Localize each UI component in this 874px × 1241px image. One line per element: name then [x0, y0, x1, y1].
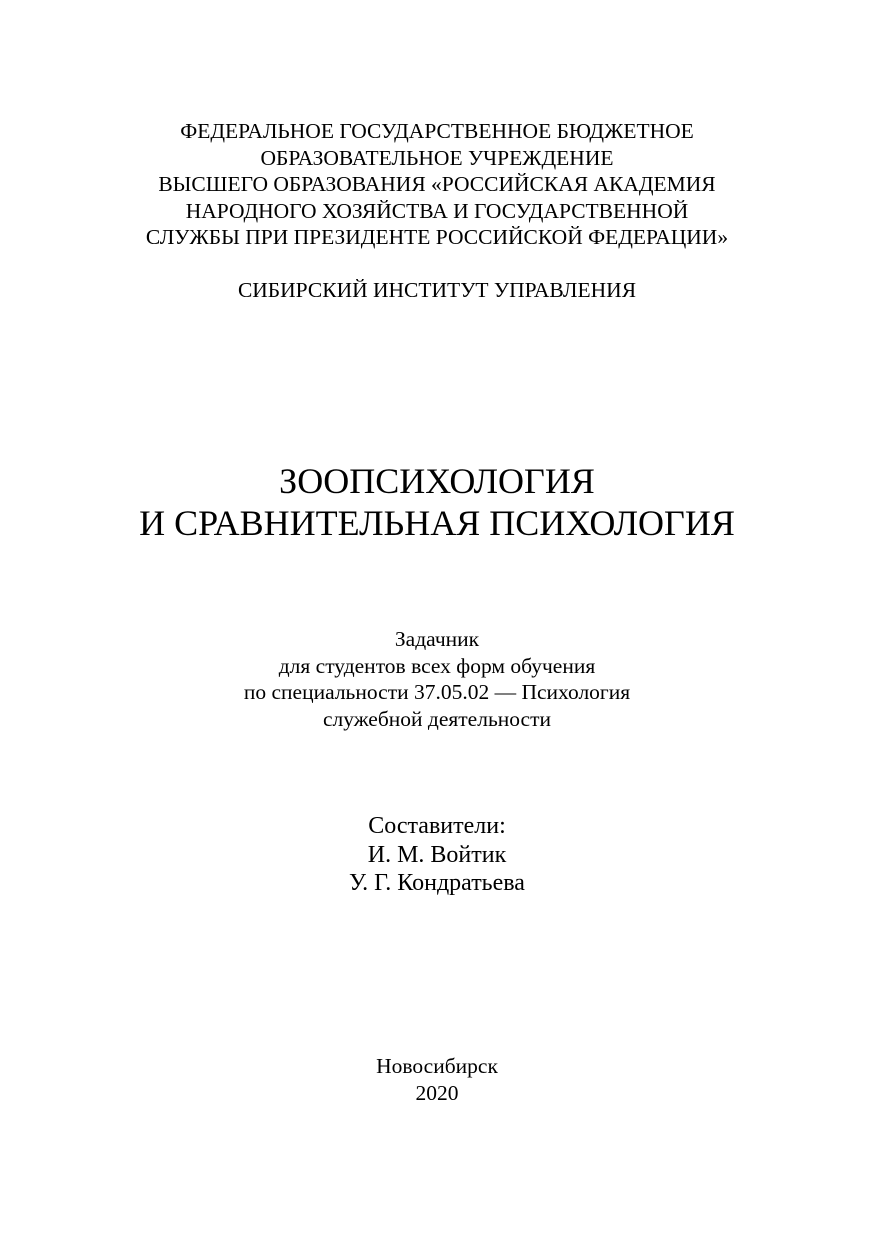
institution-line: ОБРАЗОВАТЕЛЬНОЕ УЧРЕЖДЕНИЕ	[260, 145, 614, 170]
title-line: И СРАВНИТЕЛЬНАЯ ПСИХОЛОГИЯ	[139, 503, 735, 543]
publication-year: 2020	[415, 1081, 459, 1105]
institution-line: ВЫСШЕГО ОБРАЗОВАНИЯ «РОССИЙСКАЯ АКАДЕМИЯ	[158, 172, 716, 196]
institution-line: СЛУЖБЫ ПРИ ПРЕЗИДЕНТЕ РОССИЙСКОЙ ФЕДЕРАЦИИ»	[145, 225, 729, 249]
subtitle-line: для студентов всех форм обучения	[278, 653, 596, 678]
subtitle-line: Задачник	[394, 627, 480, 651]
compilers-label: Составители:	[368, 813, 506, 839]
title-line: ЗООПСИХОЛОГИЯ	[279, 461, 595, 501]
document-subtitle	[0, 626, 874, 732]
compiler-name: У. Г. Кондратьева	[349, 870, 525, 896]
institution-header	[0, 118, 874, 251]
subtitle-line: по специальности 37.05.02 — Психология	[243, 680, 631, 704]
institute-name	[0, 277, 874, 304]
document-title	[0, 460, 874, 544]
compilers-section	[0, 812, 874, 898]
institution-line: НАРОДНОГО ХОЗЯЙСТВА И ГОСУДАРСТВЕННОЙ	[185, 198, 689, 223]
institution-line: ФЕДЕРАЛЬНОЕ ГОСУДАРСТВЕННОЕ БЮДЖЕТНОЕ	[180, 119, 694, 143]
publication-footer	[0, 1053, 874, 1107]
institute-name-text: СИБИРСКИЙ ИНСТИТУТ УПРАВЛЕНИЯ	[237, 278, 637, 302]
subtitle-line: служебной деятельности	[322, 706, 551, 731]
publication-city: Новосибирск	[376, 1054, 498, 1078]
compiler-name: И. М. Войтик	[367, 841, 507, 868]
